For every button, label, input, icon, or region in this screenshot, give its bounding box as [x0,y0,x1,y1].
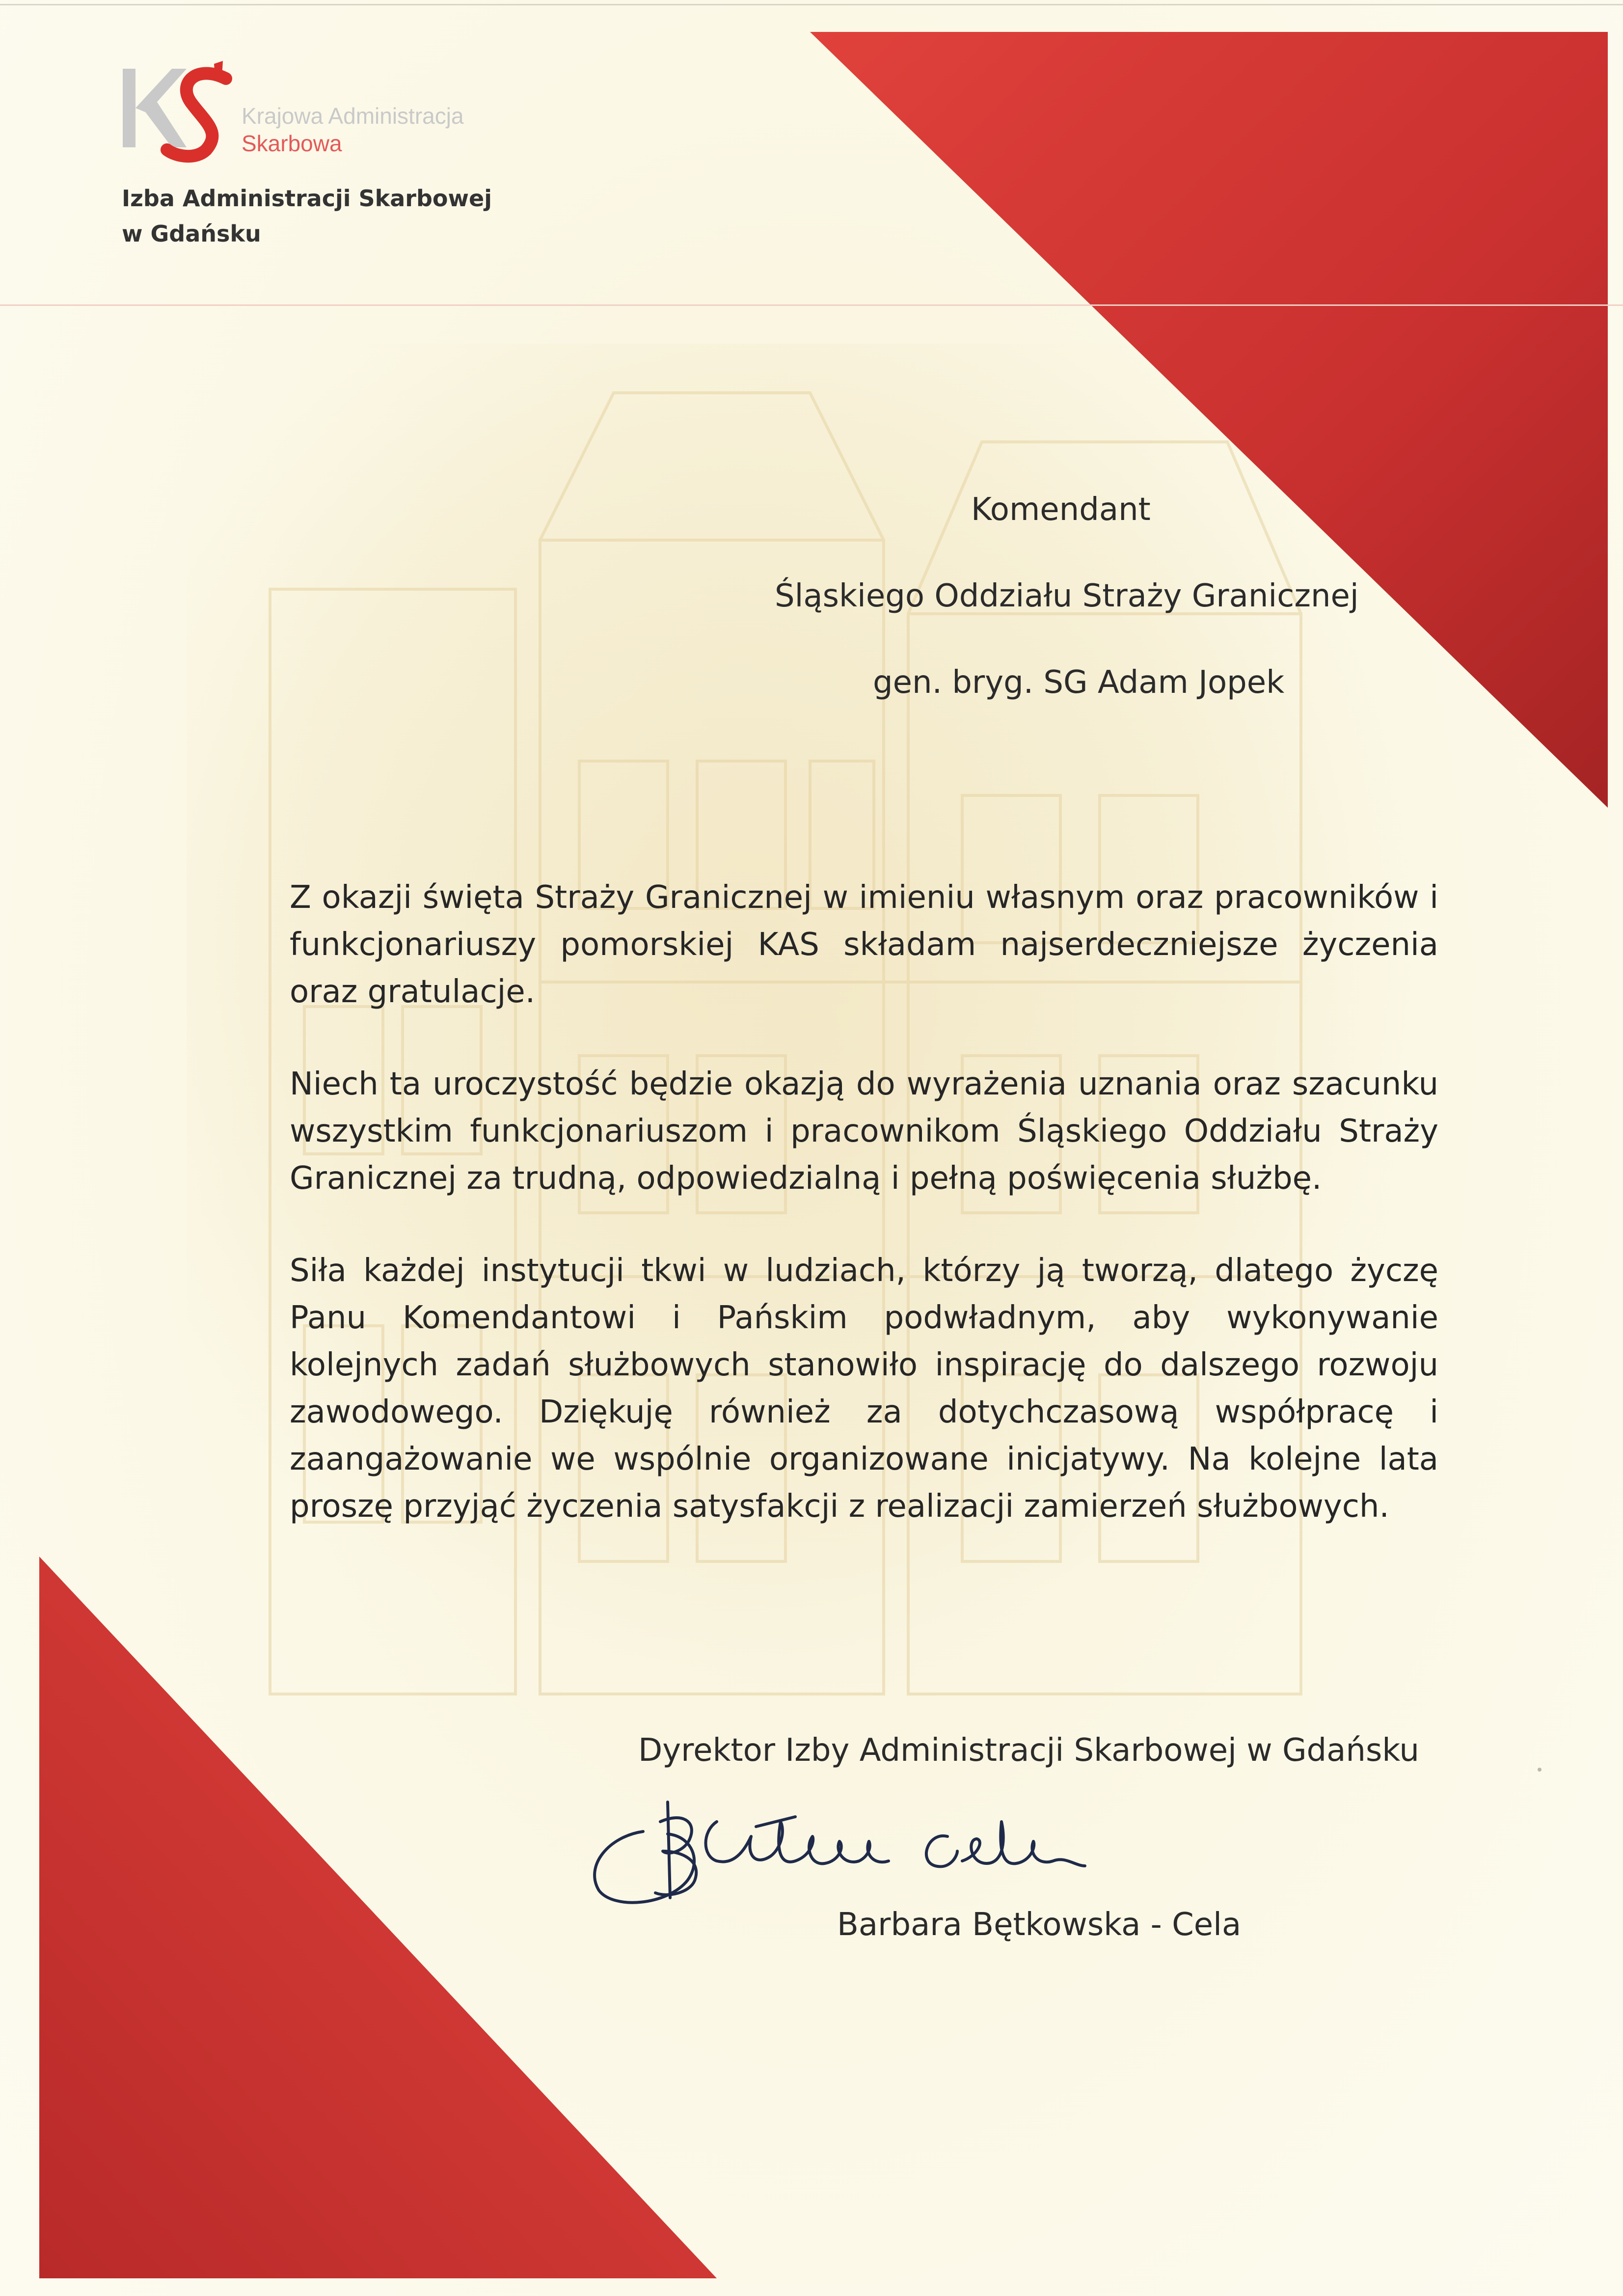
letter-body [290,874,1438,1575]
body-paragraph-3: Siła każdej instytucji tkwi w ludziach, którzy ją tworzą, dlatego życzę Panu Komendantowi i Pańskim podwładnym, aby wykonywanie kolejnych zadań służbowych stanowiło inspirację do dalszego rozwoju zawodowego. Dziękuję również za dotychczasową współpracę i zaangażowanie we wspólnie organizowane inicjatywy. Na kolejne lata proszę przyjąć życzenia satysfakcji z realizacji zamierzeń służbowych. [290,1253,1438,1525]
institution-line1: Izba Administracji Skarbowej [122,185,492,212]
signer-name: Barbara Bętkowska - Cela [837,1907,1242,1943]
agency-name [242,102,536,157]
institution-line2: w Gdańsku [122,220,261,247]
agency-name-line1: Krajowa Administracja [242,103,464,129]
kas-logo-icon [118,59,236,167]
scan-speck [1538,1768,1542,1772]
header-divider [0,304,1623,306]
body-paragraph-2: Niech ta uroczystość będzie okazją do wyrażenia uznania oraz szacunku wszystkim funkcjonariuszom i pracownikom Śląskiego Oddziału Straży Granicznej za trudną, odpowiedzialną i pełną poświęcenia służbę. [290,1066,1438,1197]
agency-name-line2: Skarbowa [242,131,342,156]
institution-name [122,181,564,251]
signer-title: Dyrektor Izby Administracji Skarbowej w Gdańsku [638,1732,1419,1769]
handwritten-signature [569,1792,1159,1920]
recipient-unit: Śląskiego Oddziału Straży Granicznej [775,578,1359,614]
recipient-title: Komendant [971,492,1151,528]
body-paragraph-1: Z okazji święta Straży Granicznej w imieniu własnym oraz pracowników i funkcjonariuszy pomorskiej KAS składam najserdeczniejsze życzenia oraz gratulacje. [290,879,1438,1010]
recipient-name: gen. bryg. SG Adam Jopek [873,664,1285,701]
